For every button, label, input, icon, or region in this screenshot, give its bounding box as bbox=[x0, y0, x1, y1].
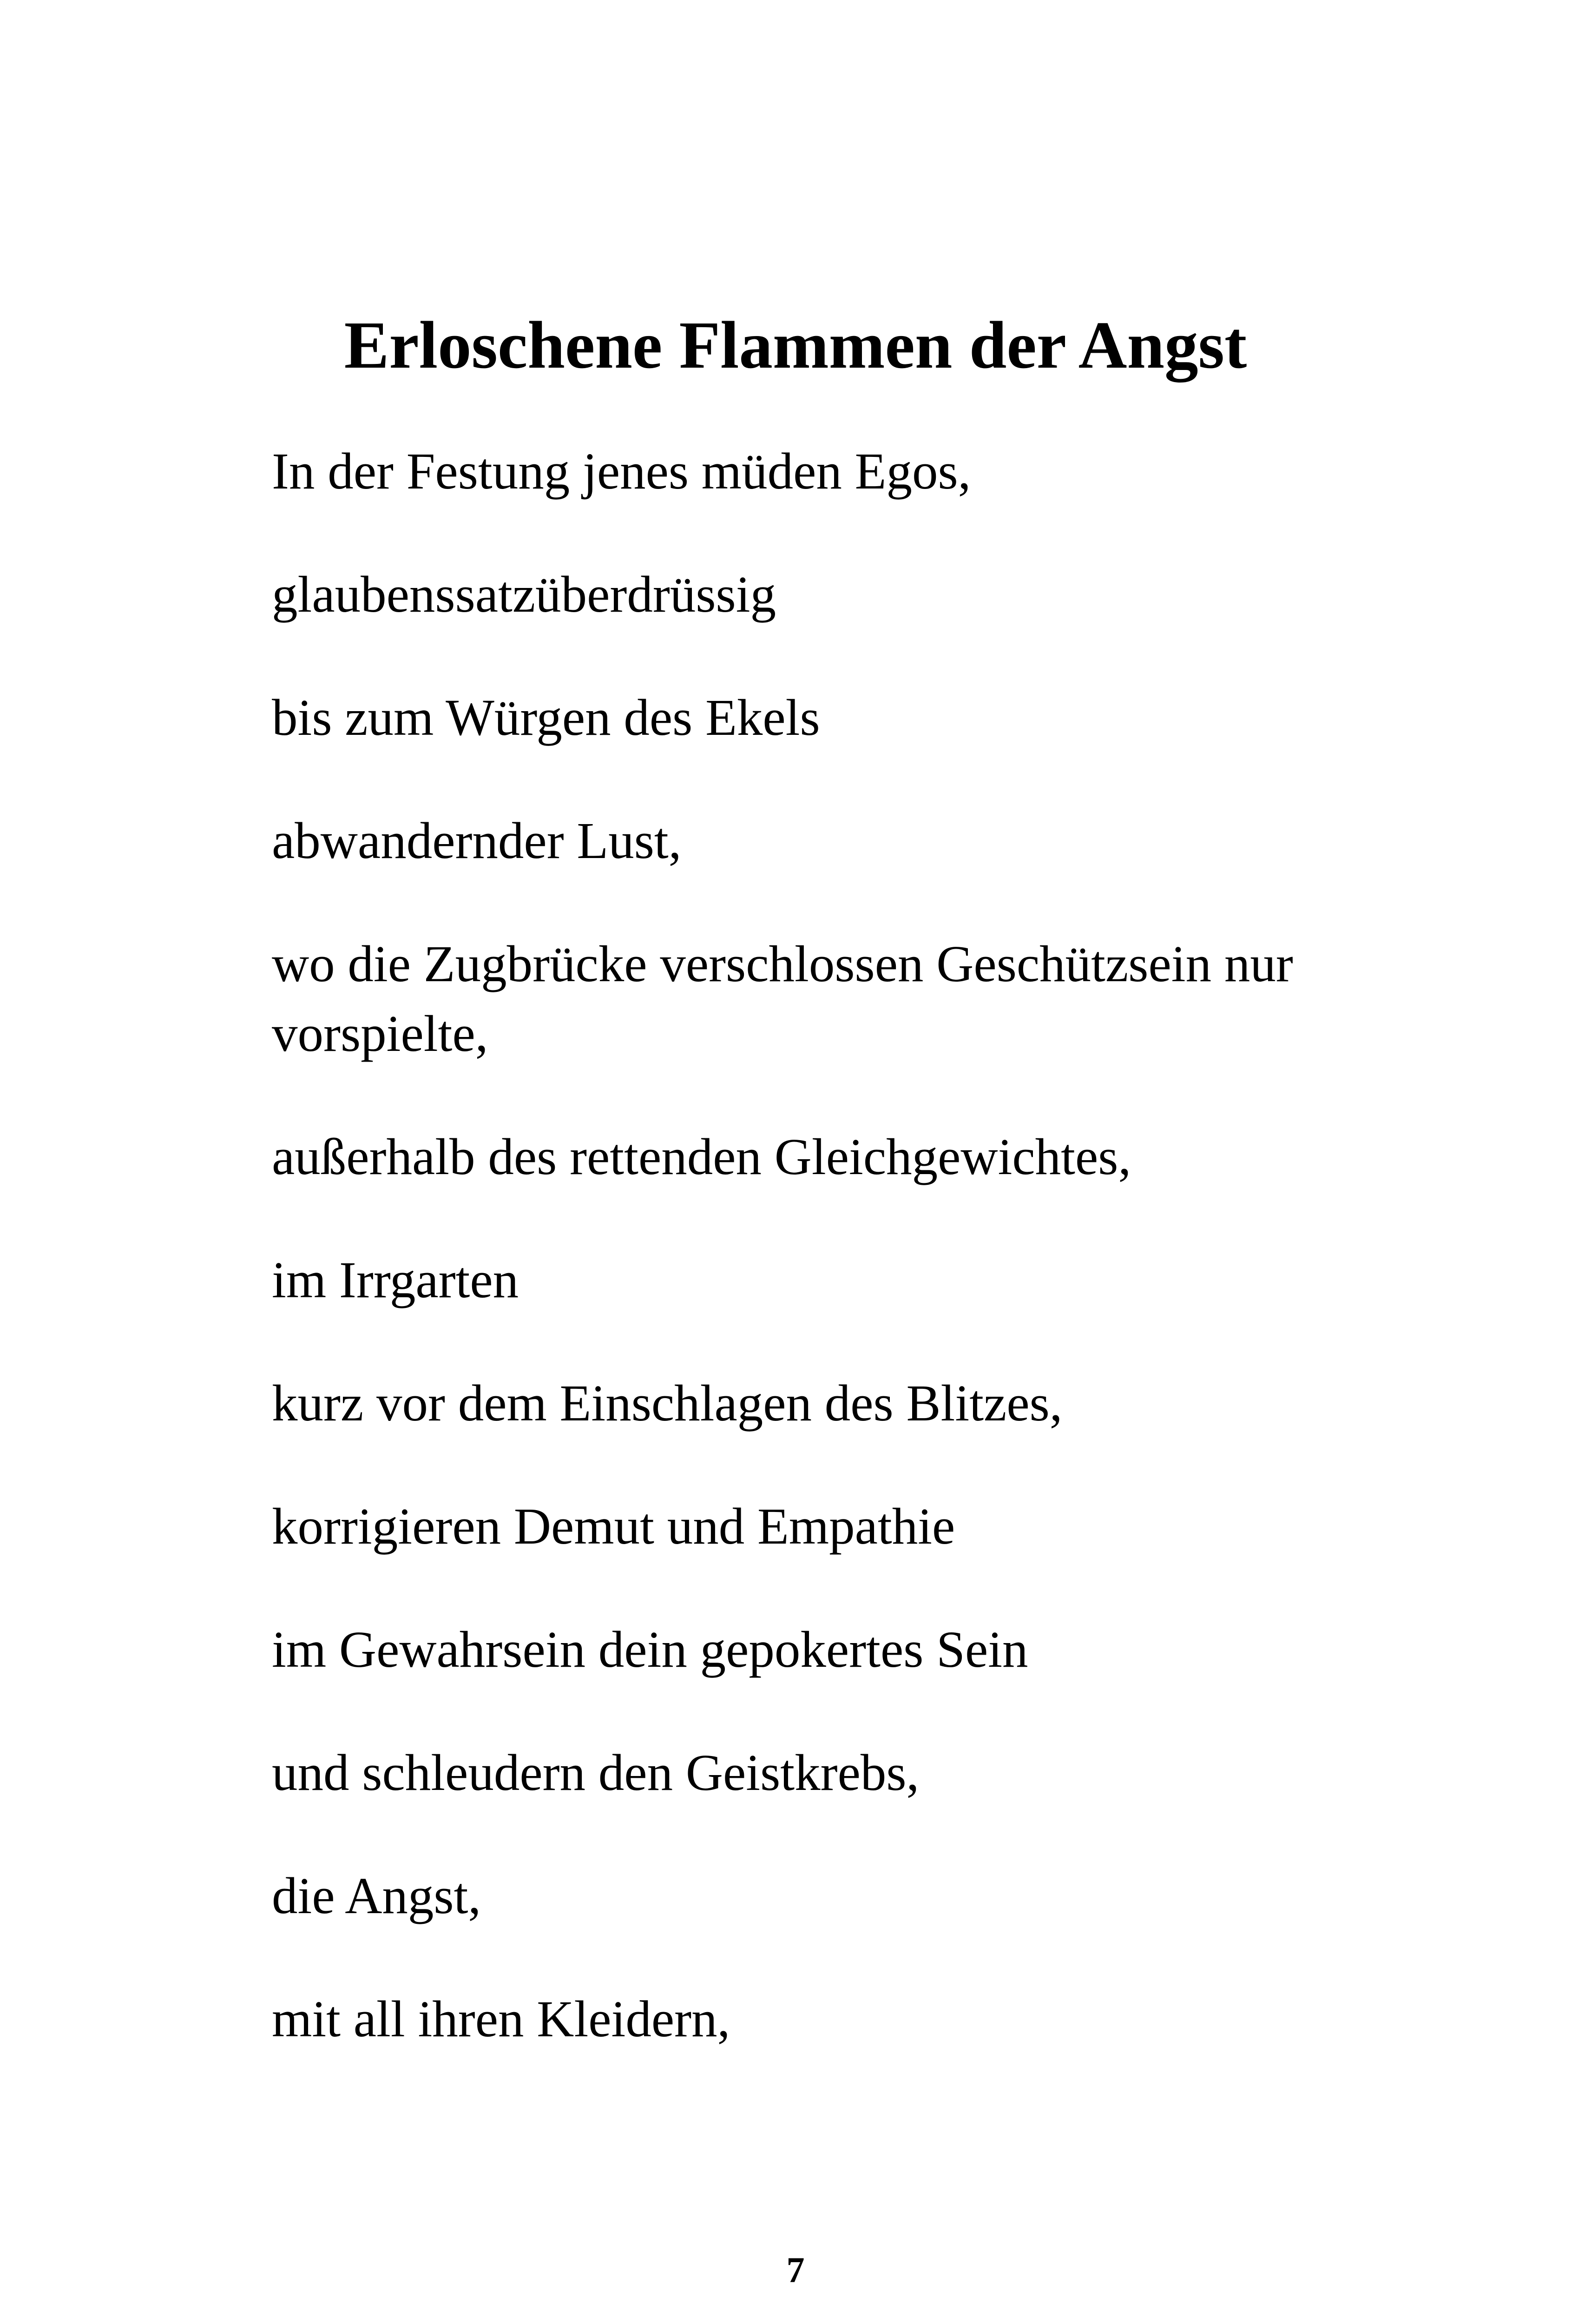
poem-line: im Irrgarten bbox=[272, 1252, 519, 1309]
poem-line: abwandernder Lust, bbox=[272, 812, 682, 870]
poem-line: im Gewahrsein dein gepokertes Sein bbox=[272, 1621, 1028, 1678]
poem-title: Erloschene Flammen der Angst bbox=[344, 308, 1247, 383]
poem-line: kurz vor dem Einschlagen des Blitzes, bbox=[272, 1375, 1063, 1432]
poem-line: glaubenssatzüberdrüssig bbox=[272, 566, 776, 623]
poem-line: und schleudern den Geistkrebs, bbox=[272, 1744, 920, 1802]
poem-line: mit all ihren Kleidern, bbox=[272, 1991, 730, 2048]
poem-body bbox=[272, 437, 1364, 2108]
poem-line: wo die Zugbrücke verschlossen Geschützsein nur vorspielte, bbox=[272, 936, 1293, 1063]
page-number: 7 bbox=[786, 2250, 805, 2290]
poem-line: die Angst, bbox=[272, 1868, 481, 1925]
poem-line: korrigieren Demut und Empathie bbox=[272, 1498, 955, 1555]
poem-line: bis zum Würgen des Ekels bbox=[272, 689, 820, 746]
poem-line: außerhalb des rettenden Gleichgewichtes, bbox=[272, 1129, 1131, 1186]
poem-line: In der Festung jenes müden Egos, bbox=[272, 443, 971, 500]
